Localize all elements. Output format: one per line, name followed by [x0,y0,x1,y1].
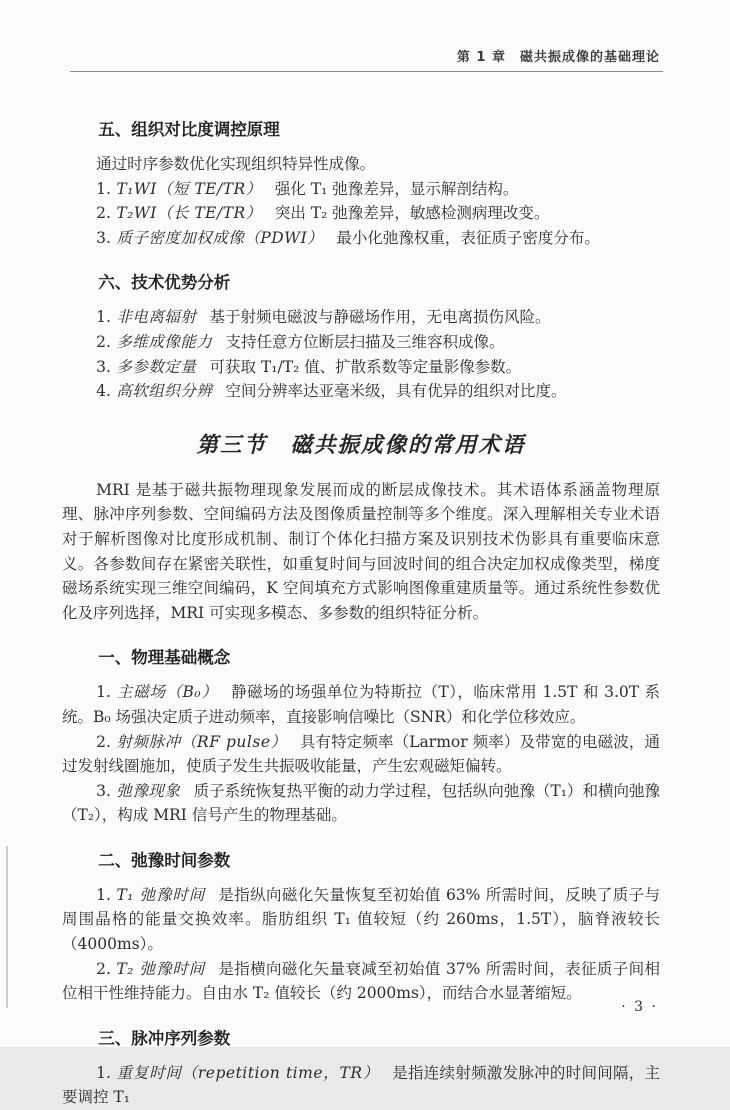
page-content [62,104,660,1110]
item-description: 支持任意方位断层扫描及三维容积成像。 [225,332,505,351]
section-heading-physics: 一、物理基础概念 [98,648,231,668]
scan-artifact-line [6,846,8,1008]
item-number: 2. [96,204,111,223]
item-term: 高软组织分辨 [116,382,213,401]
item-term: 多维成像能力 [116,332,213,351]
page-number: · 3 · [621,999,658,1015]
item-number: 3. [96,357,111,376]
list-item [62,330,660,355]
item-term: 质子密度加权成像（PDWI） [116,228,324,247]
section-heading-pulse-sequence: 三、脉冲序列参数 [98,1028,231,1048]
item-number: 3. [96,228,111,247]
paragraph-text: 通过时序参数优化实现组织特异性成像。 [96,155,376,173]
item-number: 1. [96,885,111,904]
item-term: 主磁场（B₀） [116,683,219,702]
list-item [62,177,660,202]
item-description: 空间分辨率达亚毫米级，具有优异的组织对比度。 [225,382,567,401]
list-item [62,379,660,404]
list-item [62,226,660,251]
item-term: T₂WI（长 TE/TR） [116,204,262,223]
item-term: 弛豫现象 [116,781,181,800]
item-description: 静磁场的场强单位为特斯拉（T），临床常用 1.5T 和 3.0T 系统。B₀ 场强决定质子进动频率，直接影响信噪比（SNR）和化学位移效应。 [62,683,660,726]
item-description: 是指连续射频激发脉冲的时间间隔，主要调控 T₁ [62,1063,660,1107]
list-item [62,779,660,828]
item-description: 强化 T₁ 弛豫差异，显示解剖结构。 [274,179,519,198]
item-number: 2. [96,732,111,751]
item-term: T₂ 弛豫时间 [116,959,206,978]
paragraph-terms-intro [62,478,660,626]
item-description: 基于射频电磁波与静磁场作用，无电离损伤风险。 [209,308,551,327]
list-item [62,730,660,779]
section-title: 第三节 磁共振成像的常用术语 [196,432,526,458]
item-number: 1. [96,308,111,327]
item-description: 突出 T₂ 弛豫差异，敏感检测病理改变。 [274,204,550,223]
item-description: 是指横向磁化矢量衰减至初始值 37% 所需时间，表征质子间相位相干性维持能力。自由水 T₂ 值较长（约 2000ms），而结合水显著缩短。 [62,959,660,1003]
item-number: 1. [96,683,111,702]
item-term: T₁ 弛豫时间 [116,885,206,904]
item-description: 最小化弛豫权重，表征质子密度分布。 [336,228,600,247]
item-term: 射频脉冲（RF pulse） [116,732,287,751]
list-item [62,1061,660,1110]
item-description: 具有特定频率（Larmor 频率）及带宽的电磁波，通过发射线圈施加，使质子发生共振吸收能量，产生宏观磁矩偏转。 [62,732,660,776]
section-heading-contrast: 五、组织对比度调控原理 [98,120,280,139]
paragraph-text: MRI 是基于磁共振物理现象发展而成的断层成像技术。其术语体系涵盖物理原理、脉冲序列参数、空间编码方法及图像质量控制等多个维度。深入理解相关专业术语对于解析图像对比度形成机制、制订个体化扫描方案及识别技术伪影具有重要临床意义。各参数间存在紧密关联性，如重复时间与回波时间的组合决定加权成像类型，梯度磁场系统实现三维空间编码，K 空间填充方式影响图像重建质量等。通过系统性参数优化及序列选择，MRI 可实现多模态、多参数的组织特征分析。 [62,480,660,622]
item-term: 非电离辐射 [116,308,197,327]
item-term: 多参数定量 [116,357,197,376]
item-description: 质子系统恢复热平衡的动力学过程，包括纵向弛豫（T₁）和横向弛豫（T₂），构成 MRI 信号产生的物理基础。 [62,781,660,825]
section-heading-relaxation: 二、弛豫时间参数 [98,850,231,870]
item-term: T₁WI（短 TE/TR） [116,179,262,198]
list-item [62,355,660,380]
item-number: 2. [96,332,111,351]
list-item [62,305,660,330]
item-description: 可获取 T₁/T₂ 值、扩散系数等定量影像参数。 [209,357,522,376]
running-head-chapter-title: 第 1 章 磁共振成像的基础理论 [456,50,660,65]
item-number: 3. [96,781,111,800]
item-number: 1. [96,1063,111,1082]
list-item [62,680,660,729]
header-rule [70,71,663,72]
item-number: 4. [96,382,111,401]
item-description: 是指纵向磁化矢量恢复至初始值 63% 所需时间，反映了质子与周围晶格的能量交换效率。脂肪组织 T₁ 值较短（约 260ms，1.5T），脑脊液较长（4000ms）。 [62,885,660,954]
section-heading-advantages: 六、技术优势分析 [98,273,231,293]
list-item [62,957,660,1006]
item-term: 重复时间（repetition time，TR） [116,1063,380,1082]
item-number: 1. [96,179,111,198]
list-item [62,883,660,957]
item-number: 2. [96,959,111,978]
paragraph-contrast-intro [62,152,660,177]
list-item [62,201,660,226]
